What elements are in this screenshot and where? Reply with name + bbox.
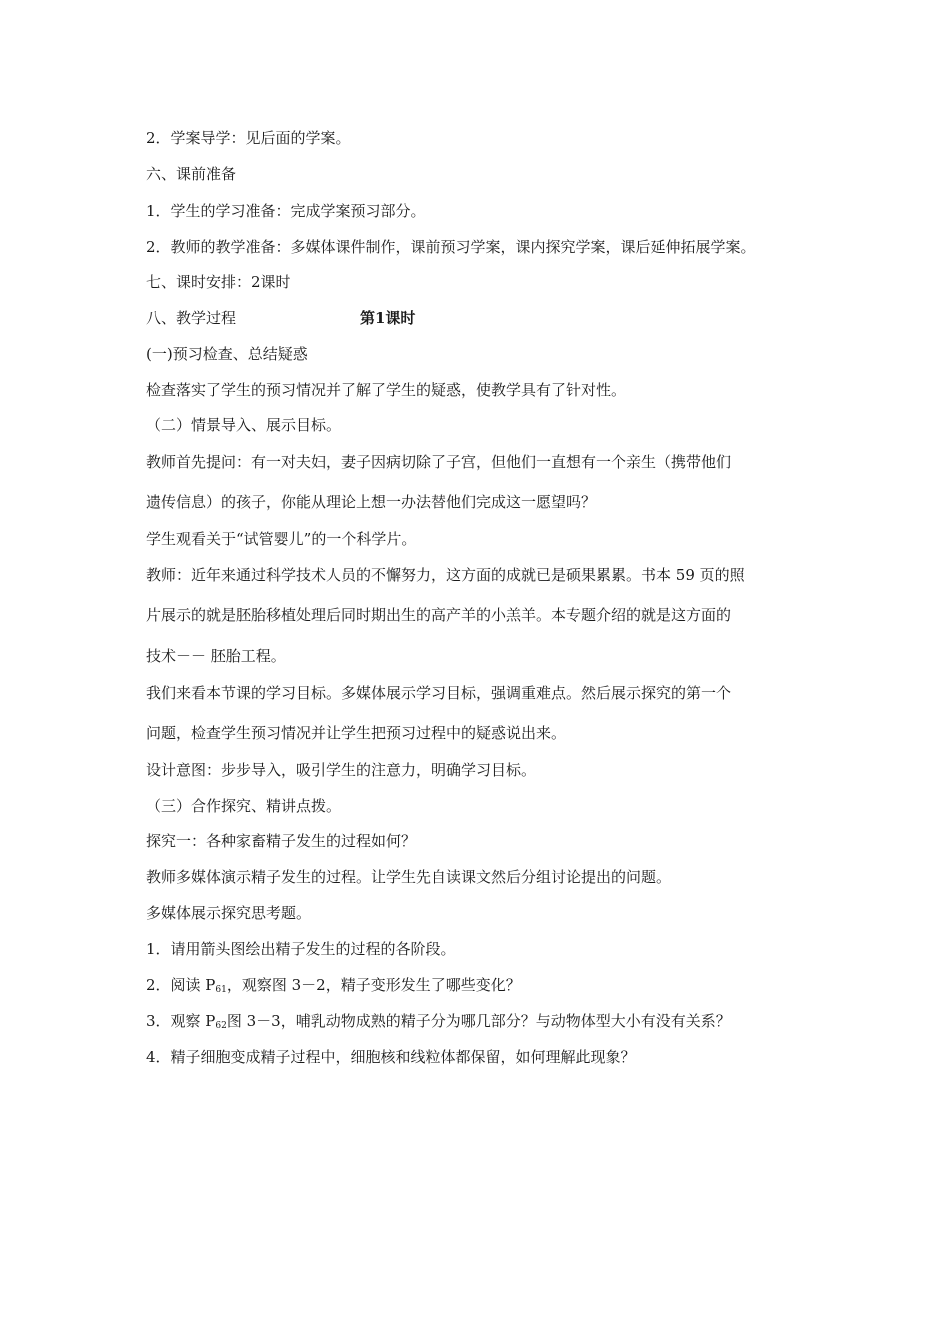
text-line: 我们来看本节课的学习目标。多媒体展示学习目标，强调重难点。然后展示探究的第一个 [146,684,732,702]
subsection-heading: （二）情景导入、展示目标。 [146,416,342,434]
text-line: 2．学案导学：见后面的学案。 [146,129,351,147]
subsection-heading: (一)预习检查、总结疑惑 [146,345,308,363]
text-line: 片展示的就是胚胎移植处理后同时期出生的高产羊的小羔羊。本专题介绍的就是这方面的 [146,606,732,624]
text-line: 教师首先提问：有一对夫妇，妻子因病切除了子宫，但他们一直想有一个亲生（携带他们 [146,453,732,471]
question-2-prefix: 2．阅读 P [146,976,216,994]
question-3-prefix: 3．观察 P [146,1012,216,1030]
text-line: 学生观看关于“试管婴儿”的一个科学片。 [146,530,417,548]
question-2 [146,975,521,995]
text-line: 教师多媒体演示精子发生的过程。让学生先自读课文然后分组讨论提出的问题。 [146,868,672,886]
page-subscript: 62 [215,1021,227,1031]
question-3-text: 图 3－3，哺乳动物成熟的精子分为哪几部分？与动物体型大小有没有关系？ [226,1012,731,1030]
section-heading: 七、课时安排：2课时 [146,273,291,291]
page-subscript: 61 [215,985,227,995]
section-heading: 六、课前准备 [146,165,237,183]
subsection-heading: （三）合作探究、精讲点拨。 [146,797,342,815]
text-line: 2．教师的教学准备：多媒体课件制作，课前预习学案，课内探究学案，课后延伸拓展学案。 [146,238,756,256]
question-1: 1．请用箭头图绘出精子发生的过程的各阶段。 [146,940,456,958]
question-2-text: ，观察图 3－2，精子变形发生了哪些变化？ [226,976,521,994]
question-4: 4．精子细胞变成精子过程中，细胞核和线粒体都保留，如何理解此现象？ [146,1048,636,1066]
section-heading: 八、教学过程 [146,309,237,327]
text-line: 技术－－ 胚胎工程。 [146,647,286,665]
question-3 [146,1011,731,1031]
text-line: 1．学生的学习准备：完成学案预习部分。 [146,202,426,220]
text-line: 多媒体展示探究思考题。 [146,904,312,922]
lesson-title: 第1课时 [360,309,416,327]
text-line: 遗传信息）的孩子，你能从理论上想一办法替他们完成这一愿望吗？ [146,493,597,511]
text-line: 设计意图：步步导入，吸引学生的注意力，明确学习目标。 [146,761,537,779]
text-line: 教师：近年来通过科学技术人员的不懈努力，这方面的成就已是硕果累累。书本 59 页的照 [146,566,745,584]
text-line: 检查落实了学生的预习情况并了解了学生的疑惑，使教学具有了针对性。 [146,381,627,399]
text-line: 探究一：各种家畜精子发生的过程如何？ [146,832,417,850]
text-line: 问题，检查学生预习情况并让学生把预习过程中的疑惑说出来。 [146,724,567,742]
